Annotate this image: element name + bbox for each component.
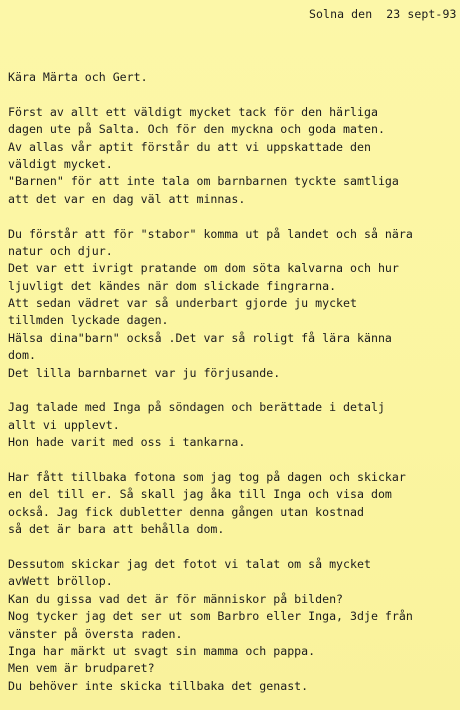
text-line: Att sedan vädret var så underbart gjorde ju mycket: [8, 296, 358, 311]
text-line: Först av allt ett väldigt mycket tack för den härliga: [8, 104, 378, 119]
text-line: Du behöver inte skicka tillbaka det genast.: [8, 678, 309, 693]
text-line: Hälsa dina"barn" också .Det var så roligt få lära känna: [8, 330, 392, 345]
text-line: Du förstår att för "stabor" komma ut på landet och så nära: [8, 226, 413, 241]
paragraph-gap: [8, 86, 456, 103]
paragraph-1: [8, 104, 456, 208]
text-line: natur och djur.: [8, 243, 113, 258]
paragraph-gap: [8, 382, 456, 399]
paragraph-3: [8, 399, 456, 451]
greeting: Kära Märta och Gert.: [8, 70, 148, 84]
text-line: Inga har märkt ut svagt sin mamma och pappa.: [8, 643, 316, 658]
text-line: också. Jag fick dubletter denna gången utan kostnad: [8, 504, 364, 519]
text-line: allt vi upplevt.: [8, 417, 120, 432]
text-line: Har fått tillbaka fotona som jag tog på dagen och skickar: [8, 469, 406, 484]
text-line: Hon hade varit med oss i tankarna.: [8, 435, 246, 450]
text-line: ljuvligt det kändes när dom slickade fingrarna.: [8, 278, 337, 293]
text-line: avWett bröllop.: [8, 574, 113, 589]
text-line: så det är bara att behålla dom.: [8, 522, 225, 537]
text-line: Dessutom skickar jag det fotot vi talat om så mycket: [8, 556, 371, 571]
text-line: vänster på översta raden.: [8, 626, 183, 641]
text-line: en del till er. Så skall jag åka till Inga och visa dom: [8, 487, 392, 502]
text-line: "Barnen" för att inte tala om barnbarnen tyckte samtliga: [8, 174, 399, 189]
text-line: Det var ett ivrigt pratande om dom söta kalvarna och hur: [8, 261, 399, 276]
text-line: att det var en dag väl att minnas.: [8, 191, 246, 206]
text-line: Jag talade med Inga på söndagen och berättade i detalj: [8, 400, 385, 415]
text-line: Det lilla barnbarnet var ju förjusande.: [8, 365, 281, 380]
paragraph-2: [8, 226, 456, 383]
text-line: Av allas vår aptit förstår du att vi uppskattade den: [8, 139, 371, 154]
text-line: tillmden lyckade dagen.: [8, 313, 169, 328]
letter-body: [8, 69, 456, 695]
paragraph-gap: [8, 539, 456, 556]
text-line: dom.: [8, 348, 36, 363]
text-line: Nog tycker jag det ser ut som Barbro eller Inga, 3dje från: [8, 609, 413, 624]
text-line: dagen ute på Salta. Och för den myckna och goda maten.: [8, 122, 385, 137]
paragraph-gap: [8, 452, 456, 469]
dateline: Solna den 23 sept-93: [309, 7, 457, 21]
text-line: Men vem är brudparet?: [8, 661, 155, 676]
text-line: Kan du gissa vad det är för människor på bilden?: [8, 591, 344, 606]
paragraph-4: [8, 469, 456, 539]
paragraph-5: [8, 556, 456, 695]
text-line: väldigt mycket.: [8, 156, 113, 171]
paragraph-gap: [8, 208, 456, 225]
